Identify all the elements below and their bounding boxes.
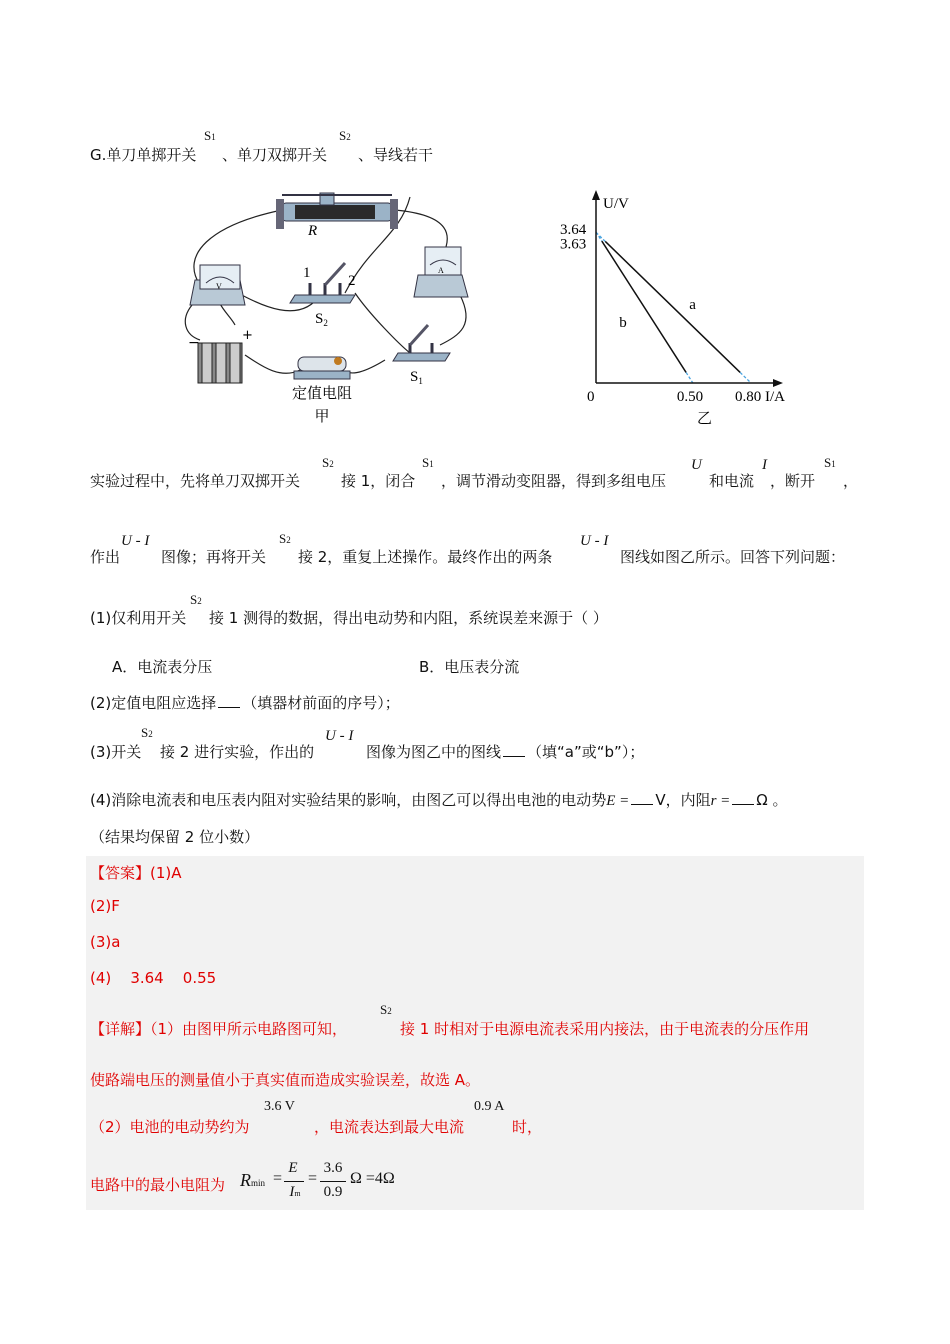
q4: (4)消除电流表和电压表内阻对实验结果的影响，由图乙可以得出电池的电动势E = V，内阻r = Ω 。 bbox=[90, 791, 788, 809]
para2-text1: 作出 bbox=[90, 548, 121, 566]
x-tick-label: 0.50 bbox=[676, 389, 704, 405]
label-switch-1: 1 bbox=[303, 265, 311, 281]
label-R: R bbox=[308, 223, 318, 239]
circuit-diagram bbox=[170, 185, 490, 430]
line-g-text2: 、单刀双掷开关 bbox=[222, 146, 328, 164]
label-s1: $S_1$ bbox=[410, 369, 423, 386]
symbol-I: I bbox=[762, 457, 767, 473]
y-tick-label: 3.64 bbox=[560, 222, 587, 238]
voltmeter bbox=[190, 265, 245, 305]
battery-plus: + bbox=[242, 328, 253, 343]
frac-line bbox=[284, 1181, 304, 1182]
s1-symbol: S1 bbox=[824, 455, 836, 470]
q3-text1: (3)开关 bbox=[90, 743, 142, 761]
y-axis-arrow bbox=[592, 190, 600, 200]
origin-label: 0 bbox=[587, 389, 595, 405]
label-switch-2: 2 bbox=[348, 273, 356, 289]
q3-text2: 接 2 进行实验，作出的 bbox=[160, 743, 315, 761]
detail-1b: 接 1 时相对于电源电流表采用内接法，由于电流表的分压作用 bbox=[400, 1020, 810, 1038]
symbol-U: U bbox=[691, 457, 702, 473]
s2-symbol: S2 bbox=[339, 128, 351, 143]
detail-1a: 【详解】（1）由图甲所示电路图可知， bbox=[90, 1020, 348, 1038]
answer-blank bbox=[503, 744, 525, 757]
x-axis-arrow bbox=[773, 379, 783, 387]
frac-den-Im: Im bbox=[289, 1184, 301, 1200]
line-g bbox=[90, 144, 196, 165]
s1-symbol: S1 bbox=[204, 128, 216, 143]
answer-2: (2)F bbox=[90, 897, 120, 915]
r-min: Rmin bbox=[240, 1170, 266, 1190]
detail-1c: 使路端电压的测量值小于真实值而造成实验误差，故选 A。 bbox=[90, 1071, 481, 1089]
q3-rest: 图像为图乙中的图线 （填“a”或“b”）； bbox=[366, 743, 645, 761]
para1-text3: ，调节滑动变阻器，得到多组电压 bbox=[441, 472, 667, 490]
label-fixed-resistor: 定值电阻 bbox=[291, 384, 353, 402]
series-a-extrap-end bbox=[740, 372, 751, 383]
s2-symbol: S2 bbox=[380, 1002, 392, 1017]
symbol-UI: U - I bbox=[325, 728, 354, 744]
note: （结果均保留 2 位小数） bbox=[90, 828, 260, 846]
x-tick-label: 0.80 bbox=[735, 389, 762, 405]
s2-symbol: S2 bbox=[141, 725, 153, 740]
equals: = bbox=[308, 1170, 318, 1187]
x-axis-label: I/A bbox=[765, 389, 785, 405]
detail-3a: 电路中的最小电阻为 bbox=[90, 1176, 226, 1194]
ui-graph bbox=[555, 190, 795, 430]
answer-blank bbox=[732, 792, 754, 805]
result: Ω =4Ω bbox=[350, 1170, 395, 1187]
voltmeter-label: V bbox=[216, 282, 222, 291]
para1-text6: ， bbox=[843, 472, 859, 490]
y-axis-label: U/V bbox=[603, 196, 629, 212]
switch-s1 bbox=[393, 325, 450, 361]
para1-text5: ，断开 bbox=[770, 472, 816, 490]
para2-text3: 接 2，重复上述操作。最终作出的两条 bbox=[298, 548, 553, 566]
s2-symbol: S2 bbox=[279, 531, 291, 546]
value-3-6v: 3.6 V bbox=[264, 1099, 295, 1114]
frac-den: 0.9 bbox=[323, 1184, 343, 1200]
answer-1: 【答案】(1)A bbox=[90, 864, 182, 882]
detail-2b: ，电流表达到最大电流 bbox=[314, 1118, 465, 1136]
battery-minus: − bbox=[188, 335, 200, 351]
answer-3: (3)a bbox=[90, 933, 121, 951]
para1-text4: 和电流 bbox=[709, 472, 755, 490]
label-jia: 甲 bbox=[314, 407, 330, 425]
label-s2: $S_2$ bbox=[315, 311, 328, 328]
ammeter bbox=[414, 247, 468, 297]
para1-text1: 实验过程中，先将单刀双掷开关 bbox=[90, 472, 301, 490]
line-g-text3: 、导线若干 bbox=[358, 146, 434, 164]
fixed-resistor bbox=[294, 357, 350, 379]
para2-text4: 图线如图乙所示。回答下列问题： bbox=[620, 548, 846, 566]
para1-text2: 接 1，闭合 bbox=[341, 472, 416, 490]
answer-4: (4) 3.64 0.55 bbox=[90, 969, 217, 987]
answer-blank bbox=[218, 695, 240, 708]
chart-caption: 乙 bbox=[697, 409, 713, 427]
frac-num: 3.6 bbox=[323, 1160, 343, 1176]
series-label-b: b bbox=[619, 315, 627, 332]
equals: = bbox=[273, 1170, 283, 1187]
line-g-text: G.单刀单掷开关 bbox=[90, 146, 197, 164]
symbol-UI: U - I bbox=[121, 533, 150, 549]
y-tick-label: 3.63 bbox=[560, 236, 587, 253]
detail-2c: 时， bbox=[512, 1118, 543, 1136]
option-b: B．电压表分流 bbox=[419, 658, 520, 676]
value-0-9a: 0.9 A bbox=[474, 1099, 505, 1114]
detail-2a: （2）电池的电动势约为 bbox=[90, 1118, 250, 1136]
series-b-extrap-end bbox=[686, 372, 693, 383]
frac-num-E: E bbox=[288, 1160, 298, 1176]
s2-symbol: S2 bbox=[322, 455, 334, 470]
s2-symbol: S2 bbox=[190, 592, 202, 607]
frac-line bbox=[320, 1181, 346, 1182]
ammeter-label: A bbox=[438, 266, 444, 275]
q2: (2)定值电阻应选择 （填器材前面的序号）； bbox=[90, 694, 400, 712]
para2-text2: 图像；再将开关 bbox=[161, 548, 267, 566]
q1-text1: (1)仅利用开关 bbox=[90, 609, 187, 627]
battery bbox=[198, 343, 242, 383]
q1-text2: 接 1 测得的数据，得出电动势和内阻，系统误差来源于（ ） bbox=[209, 609, 608, 627]
switch-s2 bbox=[290, 263, 355, 303]
s1-symbol: S1 bbox=[422, 455, 434, 470]
series-label-a: a bbox=[689, 297, 696, 314]
option-a: A．电流表分压 bbox=[112, 658, 213, 676]
rheostat bbox=[276, 193, 398, 229]
symbol-UI: U - I bbox=[580, 533, 609, 549]
answer-blank bbox=[631, 792, 653, 805]
